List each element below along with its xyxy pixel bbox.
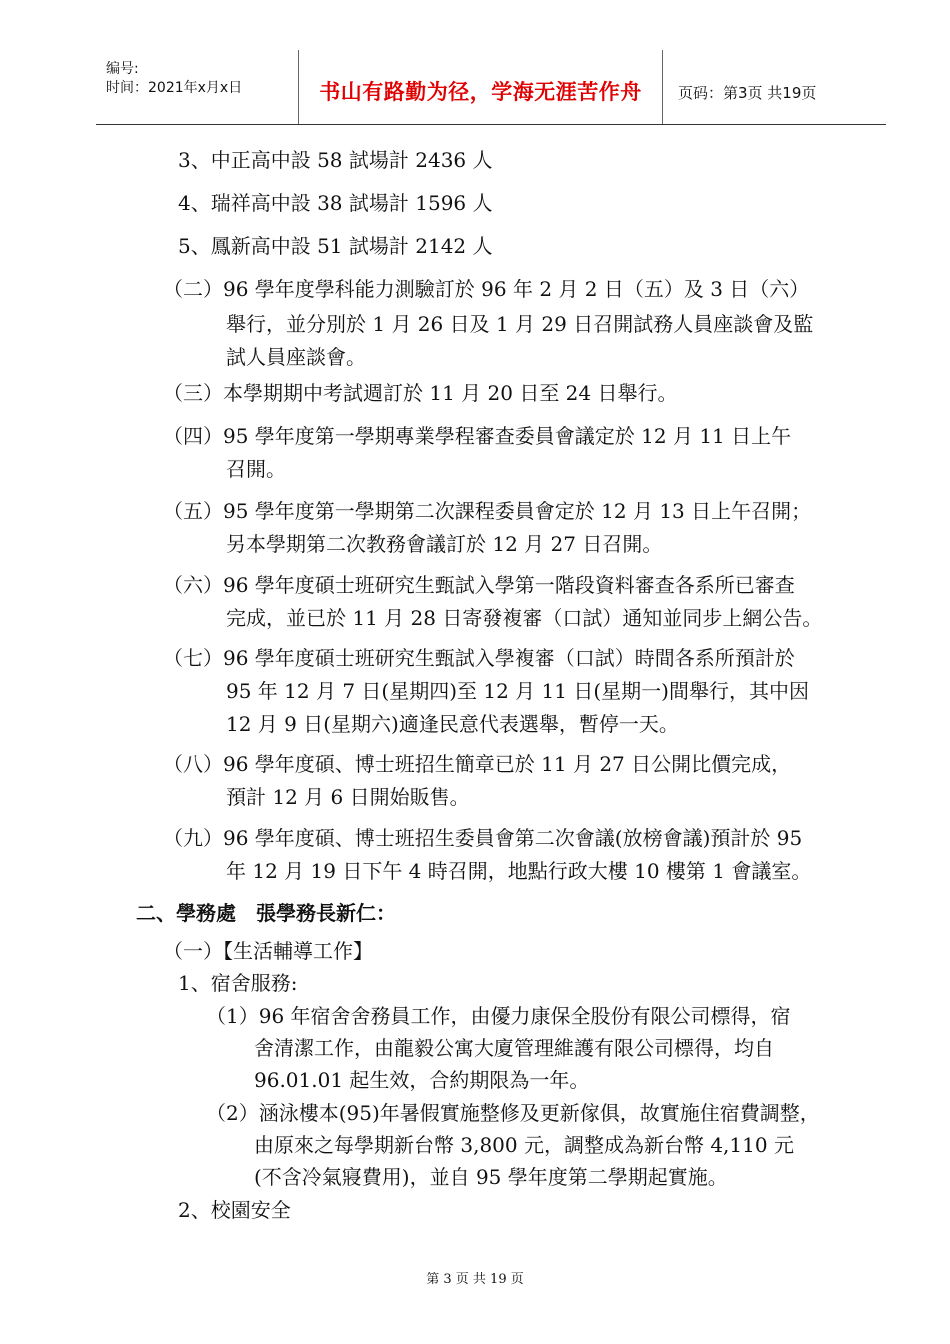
section-heading: 二、學務處 張學務長新仁： [136, 901, 396, 925]
header-page-number: 页码：第3页 共19页 [678, 84, 817, 102]
header-meta [106, 60, 242, 98]
document-time-label: 时间：2021年x月x日 [106, 80, 243, 96]
paragraph-line: 完成，並已於 11 月 28 日寄發複審（口試）通知並同步上網公告。 [226, 606, 823, 630]
paragraph-line: （七）96 學年度碩士班研究生甄試入學複審（口試）時間各系所預計於 [163, 646, 795, 670]
paragraph-line: 召開。 [226, 457, 286, 481]
list-item: 2、校園安全 [178, 1198, 291, 1222]
paragraph-line: （1）96 年宿舍舍務員工作，由優力康保全股份有限公司標得，宿 [206, 1004, 791, 1028]
paragraph-line: 試人員座談會。 [226, 345, 366, 369]
document-number-label: 编号: [106, 61, 139, 77]
paragraph-line: （六）96 學年度碩士班研究生甄試入學第一階段資料審查各系所已審查 [163, 573, 795, 597]
list-item: 1、宿舍服務: [178, 971, 298, 995]
paragraph-line: （2）涵泳樓本(95)年暑假實施整修及更新傢俱，故實施住宿費調整， [206, 1101, 820, 1125]
paragraph-line: 預計 12 月 6 日開始販售。 [226, 785, 470, 809]
list-item: 3、中正高中設 58 試場計 2436 人 [178, 148, 493, 172]
page-footer: 第 3 页 共 19 页 [426, 1272, 524, 1287]
paragraph-line: （九）96 學年度碩、博士班招生委員會第二次會議(放榜會議)預計於 95 [163, 826, 803, 850]
paragraph-line: （三）本學期期中考試週訂於 11 月 20 日至 24 日舉行。 [163, 381, 678, 405]
paragraph-line: 年 12 月 19 日下午 4 時召開，地點行政大樓 10 樓第 1 會議室。 [226, 859, 812, 883]
header-motto: 书山有路勤为径，学海无涯苦作舟 [319, 80, 642, 104]
paragraph-line: 96.01.01 起生效，合約期限為一年。 [254, 1068, 590, 1092]
paragraph-line: 舉行，並分別於 1 月 26 日及 1 月 29 日召開試務人員座談會及監 [226, 312, 814, 336]
header-divider [662, 50, 663, 124]
paragraph-line: 另本學期第二次教務會議訂於 12 月 27 日召開。 [226, 532, 663, 556]
paragraph-line: 95 年 12 月 7 日(星期四)至 12 月 11 日(星期一)間舉行，其中因 [226, 679, 809, 703]
paragraph-line: （二）96 學年度學科能力測驗訂於 96 年 2 月 2 日（五）及 3 日（六） [163, 277, 810, 301]
list-item: 4、瑞祥高中設 38 試場計 1596 人 [178, 191, 493, 215]
subsection-heading: （一）【生活輔導工作】 [163, 939, 373, 963]
paragraph-line: （四）95 學年度第一學期專業學程審查委員會議定於 12 月 11 日上午 [163, 424, 792, 448]
paragraph-line: （八）96 學年度碩、博士班招生簡章已於 11 月 27 日公開比價完成， [163, 752, 792, 776]
page-header [96, 50, 886, 125]
paragraph-line: (不含冷氣寢費用)，並自 95 學年度第二學期起實施。 [254, 1165, 728, 1189]
list-item: 5、鳳新高中設 51 試場計 2142 人 [178, 234, 493, 258]
paragraph-line: （五）95 學年度第一學期第二次課程委員會定於 12 月 13 日上午召開； [163, 499, 812, 523]
paragraph-line: 由原來之每學期新台幣 3,800 元，調整成為新台幣 4,110 元 [254, 1133, 794, 1157]
paragraph-line: 舍清潔工作，由龍毅公寓大廈管理維護有限公司標得，均自 [254, 1036, 774, 1060]
paragraph-line: 12 月 9 日(星期六)適逢民意代表選舉，暫停一天。 [226, 712, 679, 736]
